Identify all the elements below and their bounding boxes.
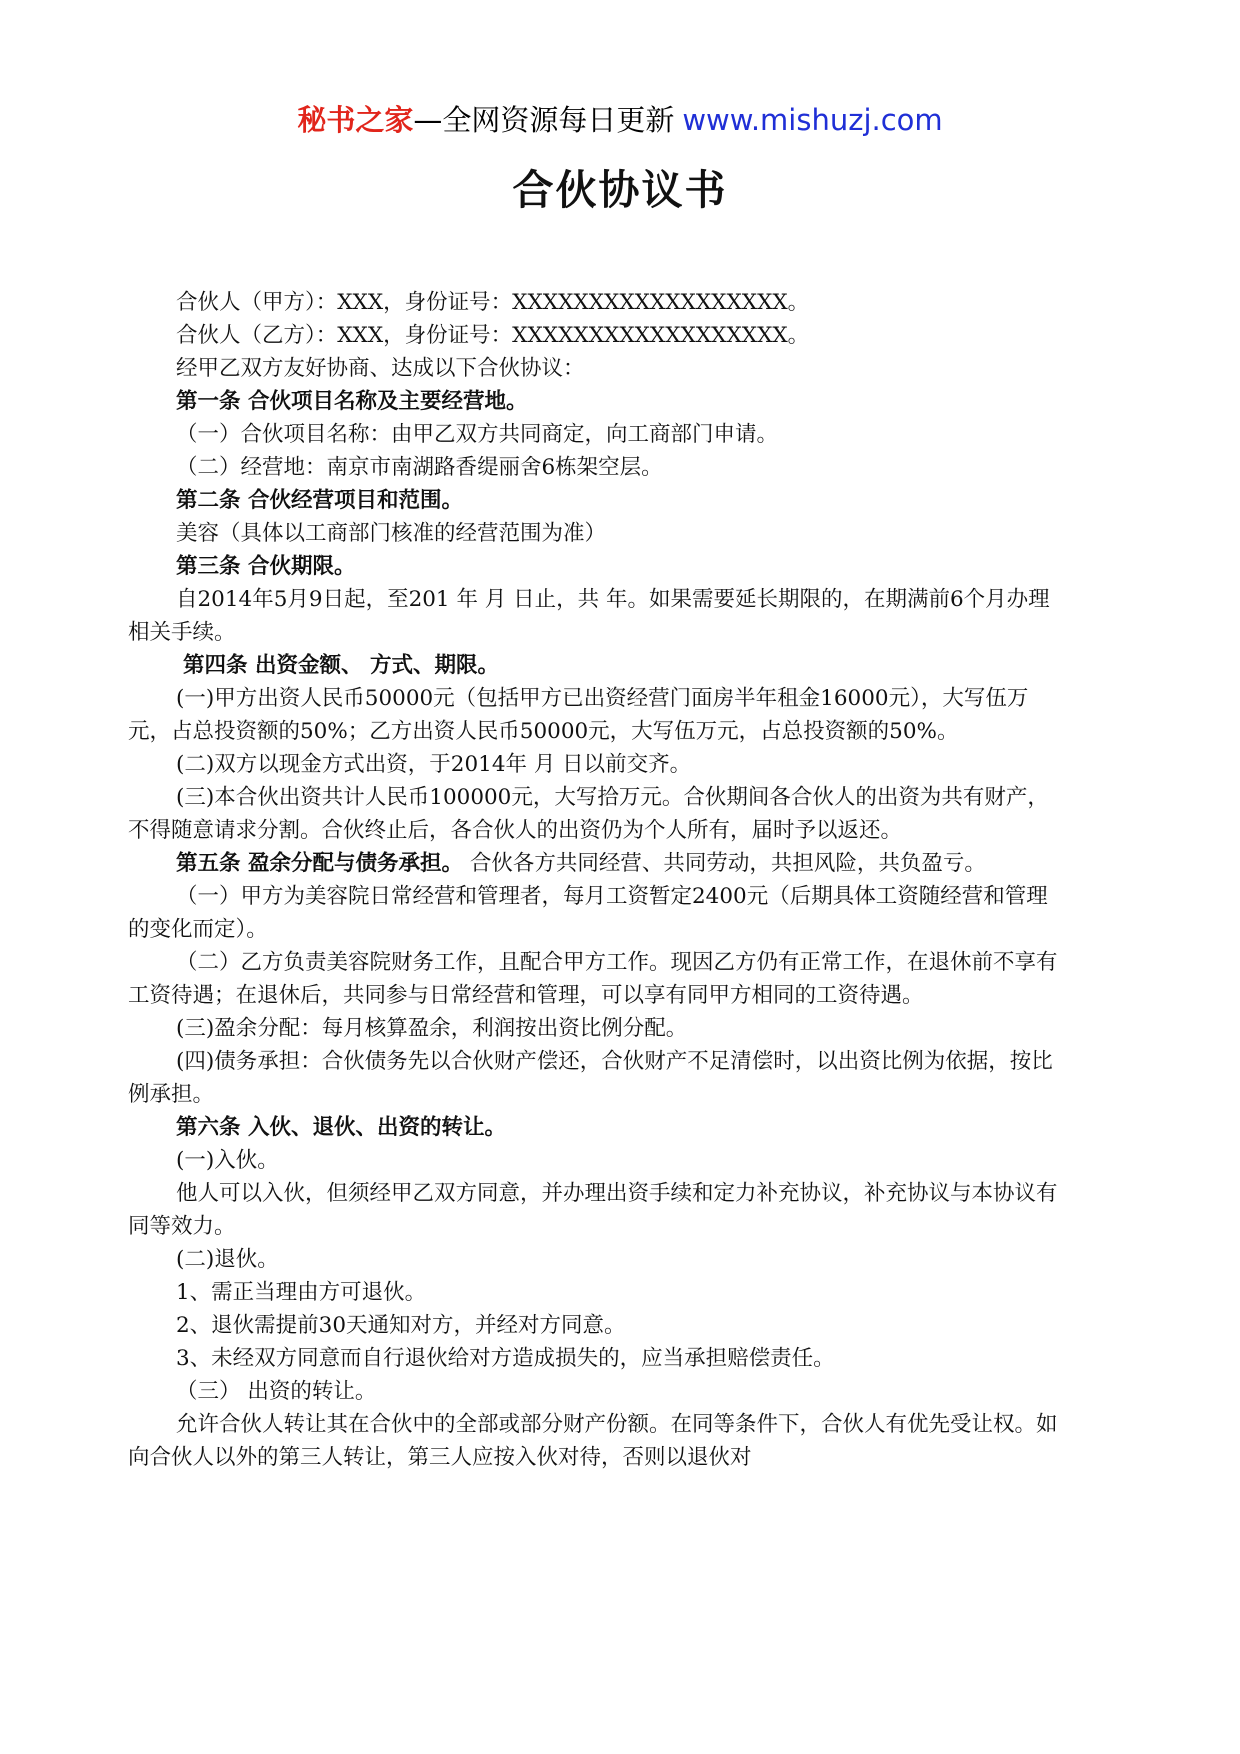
paragraph-text: 第四条 出资金额、 方式、期限。 xyxy=(183,653,499,678)
paragraph-text: 自2014年5月9日起，至201 年 月 日止，共 年。如果需要延长期限的，在期满前6个月办理相关手续。 xyxy=(128,587,1050,645)
paragraph-text: 2、退伙需提前30天通知对方，并经对方同意。 xyxy=(176,1313,626,1338)
paragraph xyxy=(128,583,1068,649)
paragraph-text: 经甲乙双方友好协商、达成以下合伙协议： xyxy=(176,356,585,381)
paragraph xyxy=(128,286,1068,319)
paragraph-text: 美容（具体以工商部门核准的经营范围为准） xyxy=(176,521,607,546)
paragraph xyxy=(128,352,1068,385)
paragraph-text: (一)甲方出资人民币50000元（包括甲方已出资经营门面房半年租金16000元），大写伍万元，占总投资额的50%；乙方出资人民币50000元，大写伍万元，占总投资额的50%。 xyxy=(128,686,1029,744)
paragraph-text: （三） 出资的转让。 xyxy=(176,1379,377,1404)
paragraph xyxy=(128,1012,1068,1045)
site-url-link[interactable]: www.mishuzj.com xyxy=(682,103,943,137)
paragraph-text: 3、未经双方同意而自行退伙给对方造成损失的，应当承担赔偿责任。 xyxy=(176,1346,835,1371)
paragraph xyxy=(128,517,1068,550)
paragraph-text: （二）经营地：南京市南湖路香缇丽舍6栋架空层。 xyxy=(176,455,663,480)
paragraph-text: (二)双方以现金方式出资，于2014年 月 日以前交齐。 xyxy=(176,752,692,777)
paragraph-text: (一)入伙。 xyxy=(176,1148,279,1173)
paragraph-text: （一）甲方为美容院日常经营和管理者，每月工资暂定2400元（后期具体工资随经营和管理的变化而定）。 xyxy=(128,884,1048,942)
paragraph xyxy=(128,1045,1068,1111)
paragraph xyxy=(128,1243,1068,1276)
paragraph xyxy=(128,1177,1068,1243)
paragraph xyxy=(128,880,1068,946)
paragraph-text: 第六条 入伙、退伙、出资的转让。 xyxy=(176,1115,506,1140)
paragraph xyxy=(128,649,1068,682)
paragraph xyxy=(128,748,1068,781)
paragraph xyxy=(128,847,1068,880)
paragraph xyxy=(128,682,1068,748)
paragraph xyxy=(128,1144,1068,1177)
paragraph xyxy=(128,1342,1068,1375)
paragraph xyxy=(128,484,1068,517)
paragraph xyxy=(128,1309,1068,1342)
paragraph xyxy=(128,451,1068,484)
paragraph-text: 合伙人（甲方）：XXX，身份证号：XXXXXXXXXXXXXXXXXX。 xyxy=(176,290,810,315)
clause-heading: 第五条 盈余分配与债务承担。 xyxy=(176,851,463,876)
paragraph xyxy=(128,1111,1068,1144)
paragraph-text: 第一条 合伙项目名称及主要经营地。 xyxy=(176,389,528,414)
paragraph xyxy=(128,550,1068,583)
paragraph xyxy=(128,781,1068,847)
paragraph-text: 他人可以入伙，但须经甲乙双方同意，并办理出资手续和定力补充协议，补充协议与本协议有同等效力。 xyxy=(128,1181,1058,1239)
brand-slogan: —全网资源每日更新 xyxy=(413,103,675,137)
site-banner xyxy=(0,100,1240,140)
paragraph-text: （一）合伙项目名称：由甲乙双方共同商定，向工商部门申请。 xyxy=(176,422,779,447)
brand-name: 秘书之家 xyxy=(297,103,414,137)
paragraph-text: (二)退伙。 xyxy=(176,1247,279,1272)
document-body xyxy=(128,286,1068,1474)
paragraph xyxy=(128,385,1068,418)
paragraph xyxy=(128,1276,1068,1309)
paragraph-text: 允许合伙人转让其在合伙中的全部或部分财产份额。在同等条件下，合伙人有优先受让权。如向合伙人以外的第三人转让，第三人应按入伙对待，否则以退伙对 xyxy=(128,1412,1058,1470)
paragraph xyxy=(128,1375,1068,1408)
paragraph-text: （二）乙方负责美容院财务工作，且配合甲方工作。现因乙方仍有正常工作，在退休前不享有工资待遇；在退休后，共同参与日常经营和管理，可以享有同甲方相同的工资待遇。 xyxy=(128,950,1058,1008)
paragraph-text: 合伙人（乙方）：XXX，身份证号：XXXXXXXXXXXXXXXXXX。 xyxy=(176,323,810,348)
paragraph-text: 第二条 合伙经营项目和范围。 xyxy=(176,488,463,513)
paragraph-text: (四)债务承担：合伙债务先以合伙财产偿还，合伙财产不足清偿时，以出资比例为依据，按比例承担。 xyxy=(128,1049,1053,1107)
paragraph-text: 1、需正当理由方可退伙。 xyxy=(176,1280,427,1305)
paragraph xyxy=(128,418,1068,451)
paragraph-text: (三)本合伙出资共计人民币100000元，大写拾万元。合伙期间各合伙人的出资为共有财产，不得随意请求分割。合伙终止后，各合伙人的出资仍为个人所有，届时予以返还。 xyxy=(128,785,1049,843)
paragraph xyxy=(128,1408,1068,1474)
paragraph-text: 合伙各方共同经营、共同劳动，共担风险，共负盈亏。 xyxy=(463,851,986,876)
document-title: 合伙协议书 xyxy=(512,166,728,214)
paragraph xyxy=(128,946,1068,1012)
paragraph xyxy=(128,319,1068,352)
paragraph-text: (三)盈余分配：每月核算盈余，利润按出资比例分配。 xyxy=(176,1016,688,1041)
paragraph-text: 第三条 合伙期限。 xyxy=(176,554,356,579)
